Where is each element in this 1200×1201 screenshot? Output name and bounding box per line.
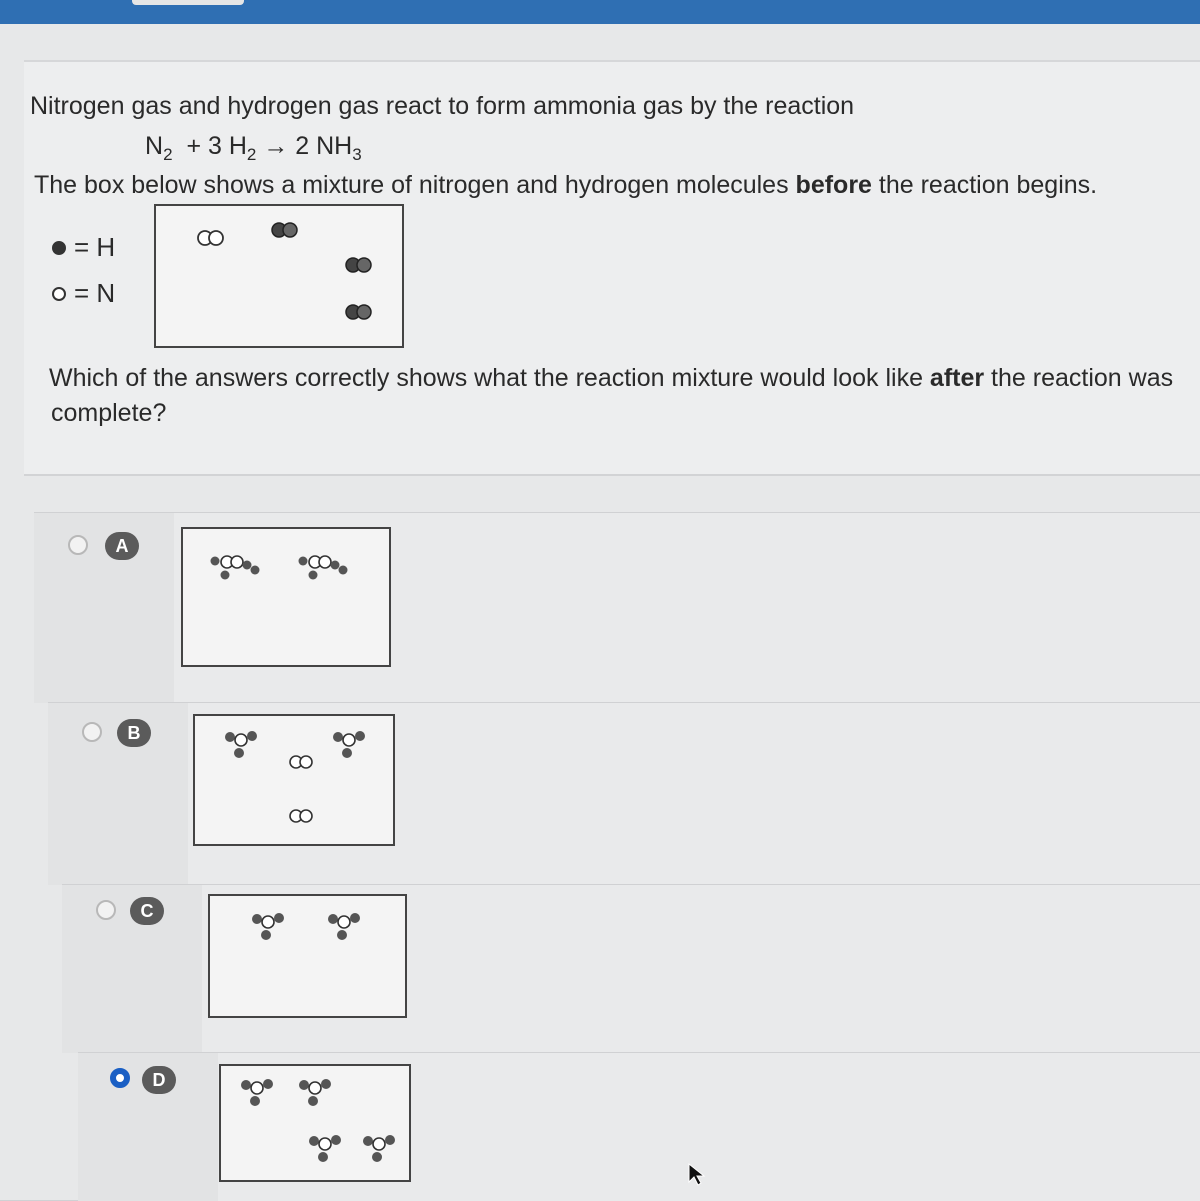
legend-hydrogen	[52, 232, 115, 263]
top-bar	[0, 0, 1200, 24]
question-intro: Nitrogen gas and hydrogen gas react to form ammonia gas by the reaction	[30, 92, 855, 120]
question-prompt	[49, 364, 1173, 393]
radio-option-c[interactable]	[96, 900, 116, 920]
option-b-badge: B	[117, 719, 151, 747]
linear-molecule	[295, 553, 351, 587]
top-tab[interactable]	[132, 0, 244, 5]
eq-arrow: →	[263, 132, 289, 160]
h2-molecule	[270, 220, 304, 240]
hydrogen-atom-icon	[52, 241, 66, 255]
ammonia-molecule	[295, 1076, 335, 1110]
box-caption	[34, 171, 1097, 200]
ammonia-molecule	[329, 728, 369, 762]
question-prompt-line2: complete?	[51, 399, 167, 427]
box-caption-text: The box below shows a mixture of nitrogen and hydrogen molecules	[34, 171, 796, 199]
box-caption-bold: before	[795, 171, 872, 199]
legend-hydrogen-label: = H	[74, 232, 116, 262]
prompt-text: Which of the answers correctly shows what the reaction mixture would look like	[49, 364, 930, 392]
reaction-equation	[145, 132, 362, 165]
radio-option-b[interactable]	[82, 722, 102, 742]
ammonia-molecule	[305, 1132, 345, 1166]
before-reaction-box	[154, 204, 404, 348]
answer-option-a-gutter	[34, 513, 174, 703]
prompt-bold: after	[929, 364, 985, 392]
option-c-badge: C	[130, 897, 164, 925]
prompt-text-end: the reaction was	[984, 364, 1174, 392]
eq-reactant1: N	[145, 132, 164, 160]
legend-nitrogen	[52, 278, 115, 309]
ammonia-molecule	[237, 1076, 277, 1110]
ammonia-molecule	[221, 728, 261, 762]
n2-molecule	[196, 228, 230, 248]
ammonia-molecule	[324, 910, 364, 944]
option-d-badge: D	[142, 1066, 176, 1094]
eq-reactant1-sub: 2	[163, 145, 173, 164]
linear-molecule	[207, 553, 263, 587]
option-a-badge: A	[105, 532, 139, 560]
option-b-box	[193, 714, 395, 846]
eq-reactant2-sub: 2	[246, 145, 257, 164]
eq-product-sub: 3	[352, 145, 362, 164]
ammonia-molecule	[359, 1132, 399, 1166]
n2-molecule	[287, 752, 317, 772]
option-c-box	[208, 894, 407, 1018]
box-caption-end: the reaction begins.	[871, 171, 1098, 199]
legend-nitrogen-label: = N	[74, 278, 116, 308]
option-d-box	[219, 1064, 411, 1182]
h2-molecule	[344, 255, 378, 275]
h2-molecule	[344, 302, 378, 322]
eq-product: 2 NH	[295, 132, 353, 160]
option-a-box	[181, 527, 391, 667]
mouse-cursor-icon	[687, 1162, 707, 1188]
nitrogen-atom-icon	[52, 287, 66, 301]
radio-option-d[interactable]	[110, 1068, 130, 1088]
radio-option-a[interactable]	[68, 535, 88, 555]
n2-molecule	[287, 806, 317, 826]
ammonia-molecule	[248, 910, 288, 944]
eq-plus-reactant2: + 3 H	[186, 132, 247, 160]
